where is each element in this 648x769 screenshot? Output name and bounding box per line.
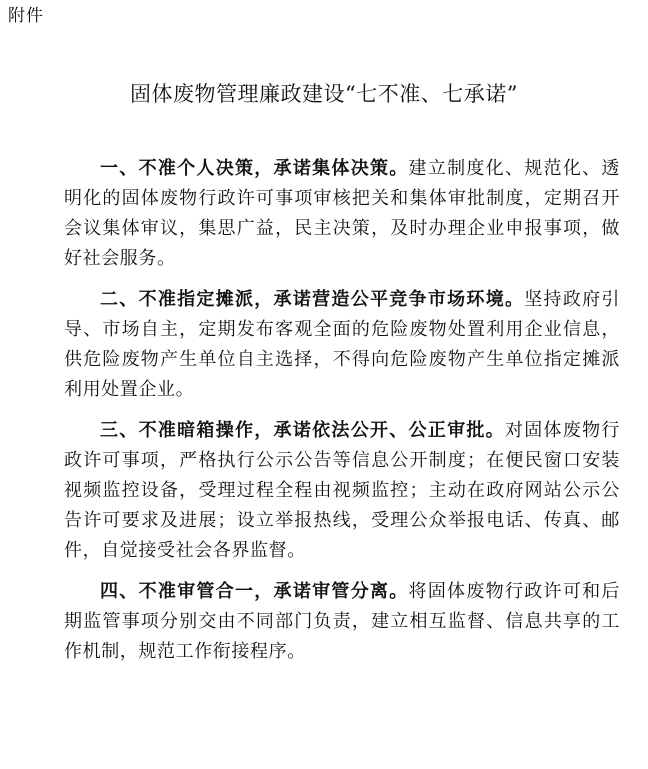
paragraph-3-text: 对固体废物行政许可事项，严格执行公示公告等信息公开制度；在便民窗口安装视频监控设备，受理过程全程由视频监控；主动在政府网站公示公告许可要求及进展；设立举报热线，受理公众举报电话、传真、邮件，自觉接受社会各界监督。: [64, 420, 620, 561]
document-body: [64, 154, 620, 678]
paragraph-3: [64, 416, 620, 566]
paragraph-1-text: 建立制度化、规范化、透明化的固体废物行政许可事项审核把关和集体审批制度，定期召开会议集体审议，集思广益，民主决策，及时办理企业申报事项，做好社会服务。: [64, 158, 620, 269]
paragraph-1-lead: 一、不准个人决策，承诺集体决策。: [100, 158, 409, 179]
paragraph-4-text: 将固体废物行政许可和后期监管事项分别交由不同部门负责，建立相互监督、信息共享的工作机制，规范工作衔接程序。: [64, 581, 620, 662]
paragraph-2: [64, 285, 620, 405]
paragraph-2-lead: 二、不准指定摊派，承诺营造公平竞争市场环境。: [100, 289, 525, 310]
paragraph-4: [64, 577, 620, 667]
paragraph-1: [64, 154, 620, 274]
document-title: 固体废物管理廉政建设“七不准、七承诺”: [130, 82, 518, 106]
paragraph-2-text: 坚持政府引导、市场自主，定期发布客观全面的危险废物处置利用企业信息，供危险废物产生单位自主选择，不得向危险废物产生单位指定摊派利用处置企业。: [64, 289, 621, 400]
attachment-label: 附件: [8, 6, 44, 26]
paragraph-4-lead: 四、不准审管合一，承诺审管分离。: [100, 581, 409, 602]
paragraph-3-lead: 三、不准暗箱操作，承诺依法公开、公正审批。: [100, 420, 505, 441]
